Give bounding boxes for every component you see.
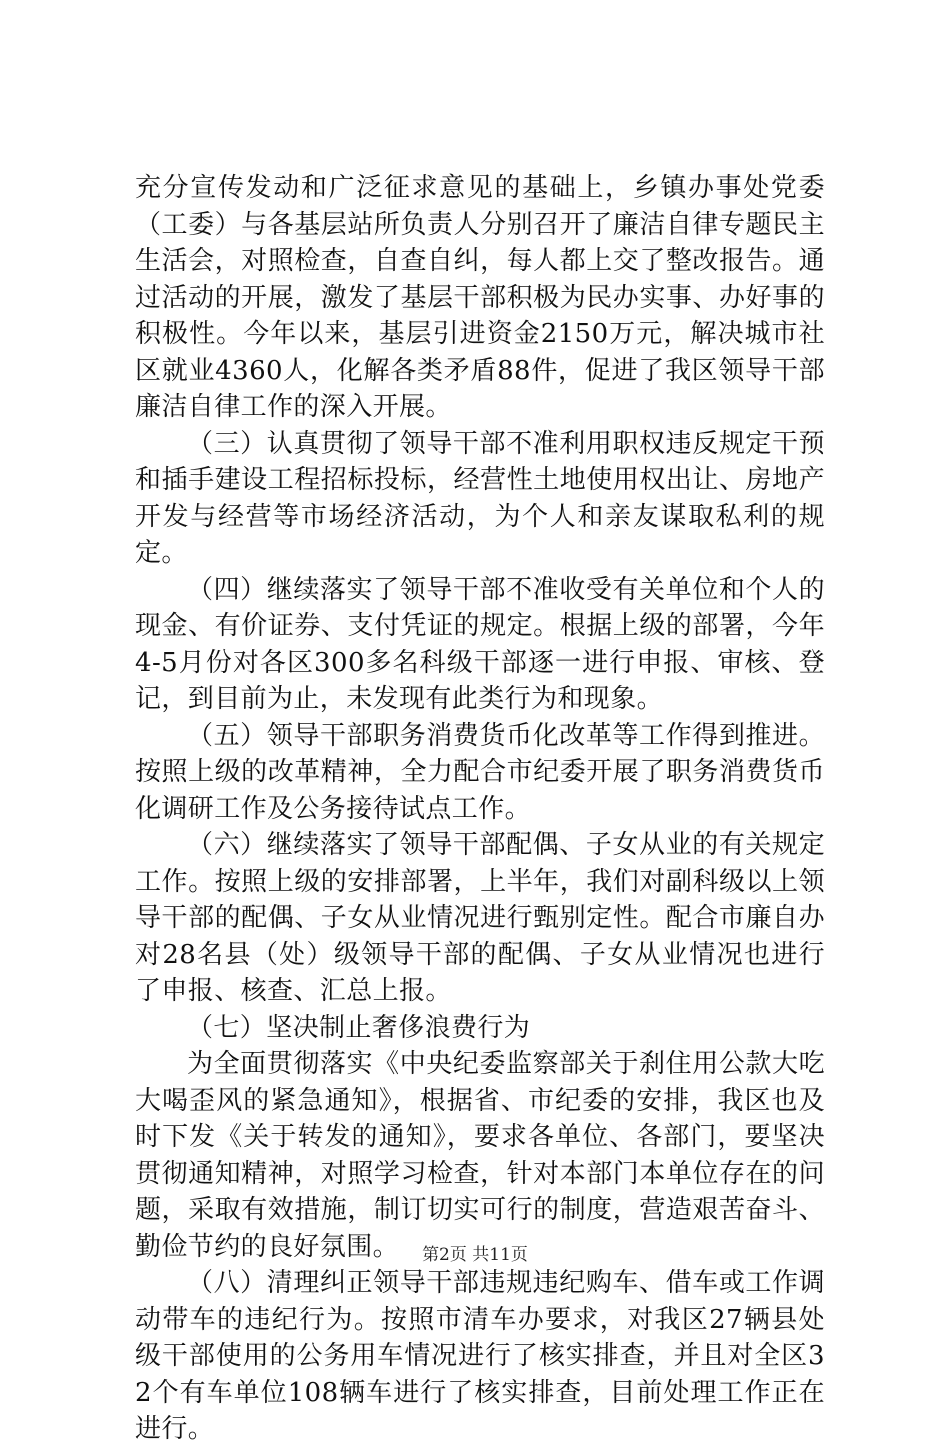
paragraph-section-7-body: 为全面贯彻落实《中央纪委监察部关于刹住用公款大吃大喝歪风的紧急通知》，根据省、市纪委的安排，我区也及时下发《关于转发的通知》，要求各单位、各部门，要坚决贯彻通知精神，对照学习检查，针对本部门本单位存在的问题，采取有效措施，制订切实可行的制度，营造艰苦奋斗、勤俭节约的良好氛围。 xyxy=(135,1049,825,1262)
paragraph-section-5: （五）领导干部职务消费货币化改革等工作得到推进。按照上级的改革精神，全力配合市纪委开展了职务消费货币化调研工作及公务接待试点工作。 xyxy=(135,720,825,824)
paragraph-section-8: （八）清理纠正领导干部违规违纪购车、借车或工作调动带车的违纪行为。按照市清车办要求，对我区27辆县处级干部使用的公务用车情况进行了核实排查，并且对全区32个有车单位108辆车进行了核实排查，目前处理工作正在进行。 xyxy=(135,1268,825,1444)
page-number-footer: 第2页 共11页 xyxy=(422,1245,528,1265)
heading-section-7: （七）坚决制止奢侈浪费行为 xyxy=(187,1012,531,1043)
paragraph-section-6: （六）继续落实了领导干部配偶、子女从业的有关规定工作。按照上级的安排部署，上半年，我们对副科级以上领导干部的配偶、子女从业情况进行甄别定性。配合市廉自办对28名县（处）级领导干部的配偶、子女从业情况也进行了申报、核查、汇总上报。 xyxy=(135,830,825,1006)
paragraph-section-4: （四）继续落实了领导干部不准收受有关单位和个人的现金、有价证券、支付凭证的规定。根据上级的部署，今年4-5月份对各区300多名科级干部逐一进行申报、审核、登记，到目前为止，未发现有此类行为和现象。 xyxy=(135,574,825,714)
paragraph-section-3: （三）认真贯彻了领导干部不准利用职权违反规定干预和插手建设工程招标投标，经营性土地使用权出让、房地产开发与经营等市场经济活动，为个人和亲友谋取私利的规定。 xyxy=(135,428,825,568)
paragraph-continuation: 充分宣传发动和广泛征求意见的基础上，乡镇办事处党委（工委）与各基层站所负责人分别召开了廉洁自律专题民主生活会，对照检查，自查自纠，每人都上交了整改报告。通过活动的开展，激发了基层干部积极为民办实事、办好事的积极性。今年以来，基层引进资金2150万元，解决城市社区就业4360人，化解各类矛盾88件，促进了我区领导干部廉洁自律工作的深入开展。 xyxy=(135,173,825,422)
